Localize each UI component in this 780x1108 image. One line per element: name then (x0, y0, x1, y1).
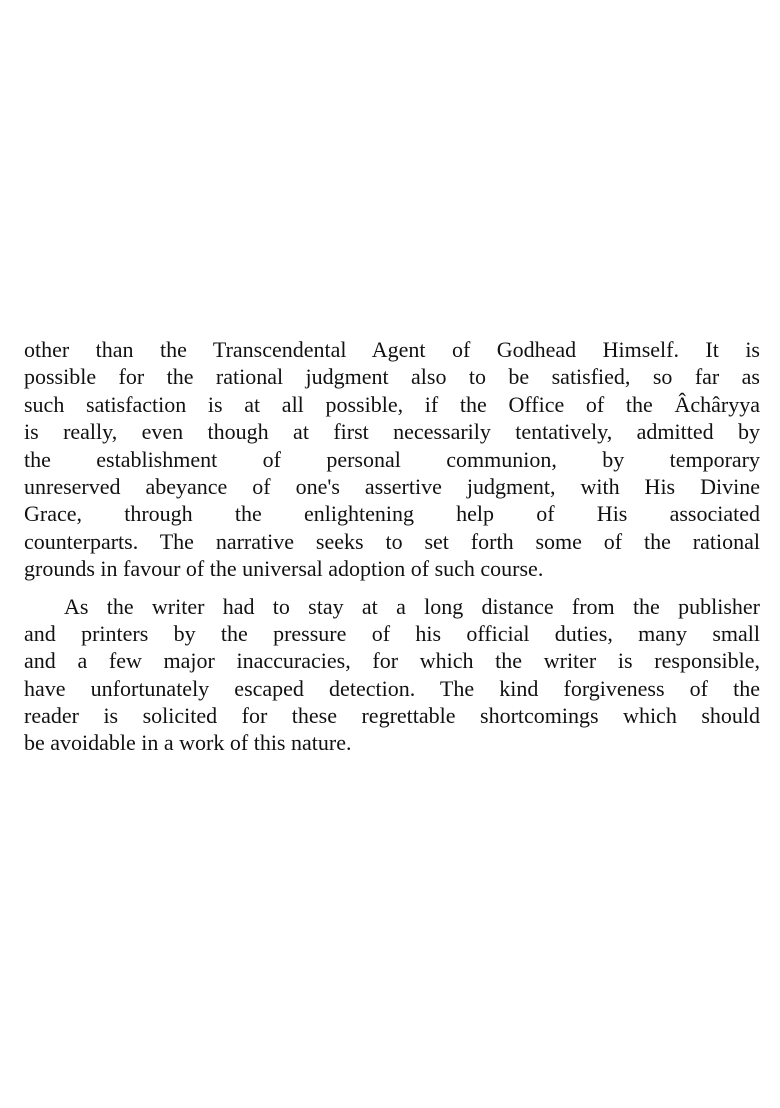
text-line: As the writer had to stay at a long distance from the publisher (64, 593, 760, 619)
paragraph-1 (24, 336, 760, 583)
paragraph-2 (24, 593, 760, 757)
text-line: counterparts. The narrative seeks to set forth some of the rational (24, 528, 760, 554)
text-line: the establishment of personal communion, by temporary (24, 446, 760, 472)
text-line: be avoidable in a work of this nature. (24, 730, 352, 756)
text-line: is really, even though at first necessarily tentatively, admitted by (24, 419, 760, 445)
text-line: such satisfaction is at all possible, if the Office of the Âchâryya (24, 391, 760, 417)
body-text (24, 336, 760, 757)
text-line: grounds in favour of the universal adoption of such course. (24, 556, 544, 582)
text-line: reader is solicited for these regrettable shortcomings which should (24, 703, 760, 729)
text-line: Grace, through the enlightening help of His associated (24, 501, 760, 527)
text-line: unreserved abeyance of one's assertive judgment, with His Divine (24, 473, 760, 499)
text-line: other than the Transcendental Agent of Godhead Himself. It is (24, 337, 760, 362)
text-line: and a few major inaccuracies, for which the writer is responsible, (24, 648, 760, 674)
text-line: have unfortunately escaped detection. The kind forgiveness of the (24, 675, 760, 701)
text-line: possible for the rational judgment also to be satisfied, so far as (24, 364, 760, 390)
text-line: and printers by the pressure of his official duties, many small (24, 620, 760, 646)
